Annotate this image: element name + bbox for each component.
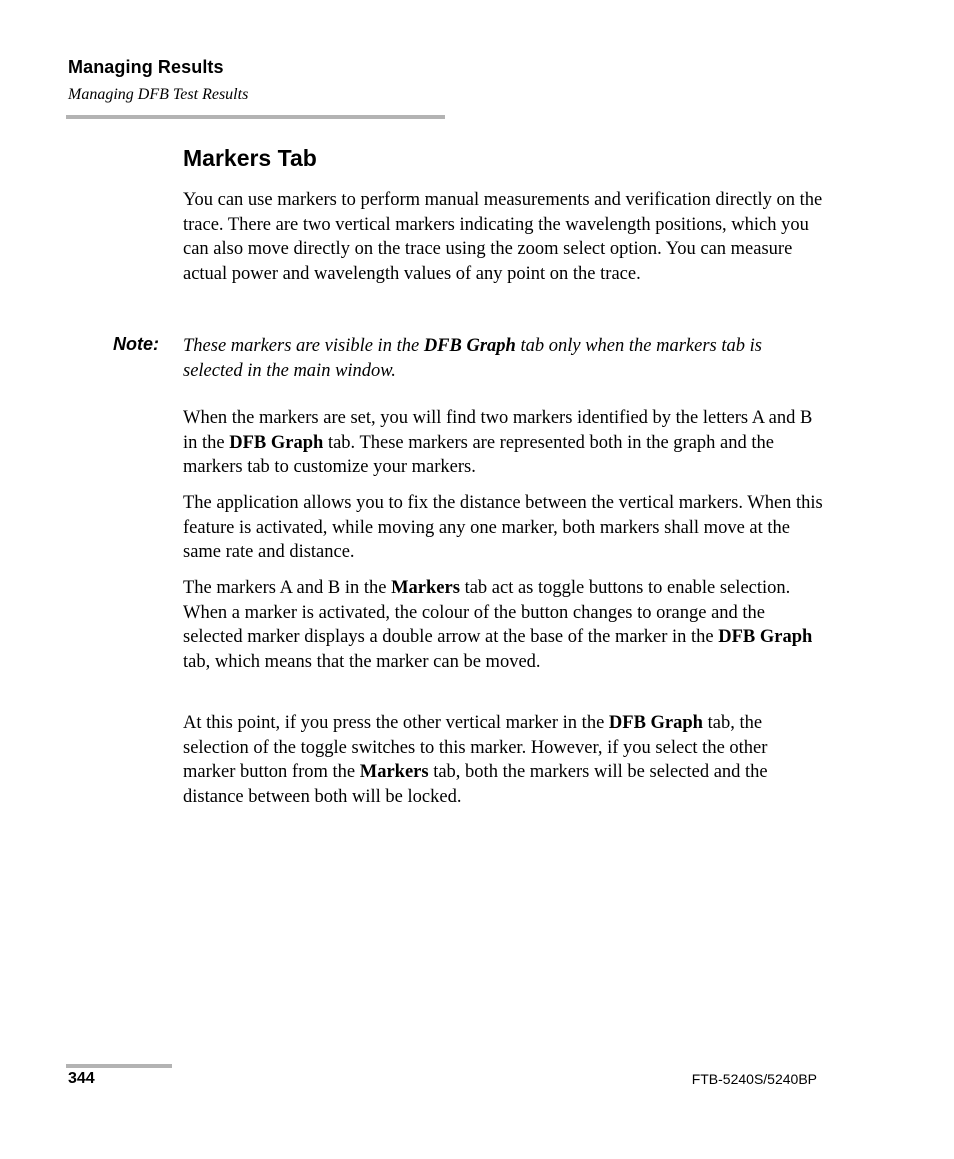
intro-paragraph: You can use markers to perform manual measurements and verification directly on the trace. There are two vertical markers indicating the wavelength positions, which you can also move directly on the trace using the zoom select option. You can measure actual power and wavelength values of any point on the trace.: [183, 190, 823, 284]
p5-bold-markers: Markers: [359, 762, 429, 783]
note-text: [183, 334, 823, 383]
p2-text-2: tab. These markers are represented both in the graph and the markers tab to customize your markers.: [183, 432, 774, 478]
note-text-2: tab only when the markers tab is selected in the main window.: [183, 336, 762, 381]
p4-text-3: tab, which means that the marker can be moved.: [183, 651, 541, 672]
p5-text-2: tab, the selection of the toggle switches to this marker. However, if you select the other marker button from the: [183, 713, 768, 783]
p5-text-3: tab, both the markers will be selected and the distance between both will be locked.: [183, 762, 768, 807]
p3-text-1: The application allows you to fix the distance between the vertical markers. When this feature is activated, while moving any one marker, both markers shall move at the same rate and distance.: [183, 493, 823, 563]
footer-divider: [66, 1064, 172, 1068]
running-header-title: Managing Results: [68, 57, 224, 77]
page-number: 344: [68, 1070, 95, 1087]
paragraph-fix-distance: [183, 491, 823, 565]
p4-bold-markers: Markers: [391, 578, 460, 598]
p5-text-1: At this point, if you press the other vertical marker in the: [183, 713, 609, 733]
note-bold-dfb-graph: DFB Graph: [423, 336, 516, 356]
p2-bold-dfb-graph: DFB Graph: [229, 432, 324, 453]
p4-text-1: The markers A and B in the: [183, 578, 392, 598]
header-divider: [66, 115, 445, 119]
p2-text-1: When the markers are set, you will find two markers identified by the letters A and B in the: [183, 408, 813, 453]
p4-text-2: tab act as toggle buttons to enable selection. When a marker is activated, the colour of the button changes to orange and the selected marker displays a double arrow at the base of the marker in the: [183, 578, 791, 648]
note-label: Note:: [113, 334, 159, 354]
paragraph-toggle-selection: [183, 711, 823, 809]
running-header-subtitle: Managing DFB Test Results: [68, 86, 249, 103]
paragraph-markers-set: [183, 406, 823, 480]
section-heading: Markers Tab: [183, 145, 317, 171]
p5-bold-dfb-graph: DFB Graph: [608, 713, 703, 733]
paragraph-toggle-buttons: [183, 576, 823, 674]
p4-bold-dfb-graph: DFB Graph: [718, 627, 813, 648]
note-text-1: These markers are visible in the: [183, 336, 424, 356]
product-model: FTB-5240S/5240BP: [691, 1071, 817, 1087]
